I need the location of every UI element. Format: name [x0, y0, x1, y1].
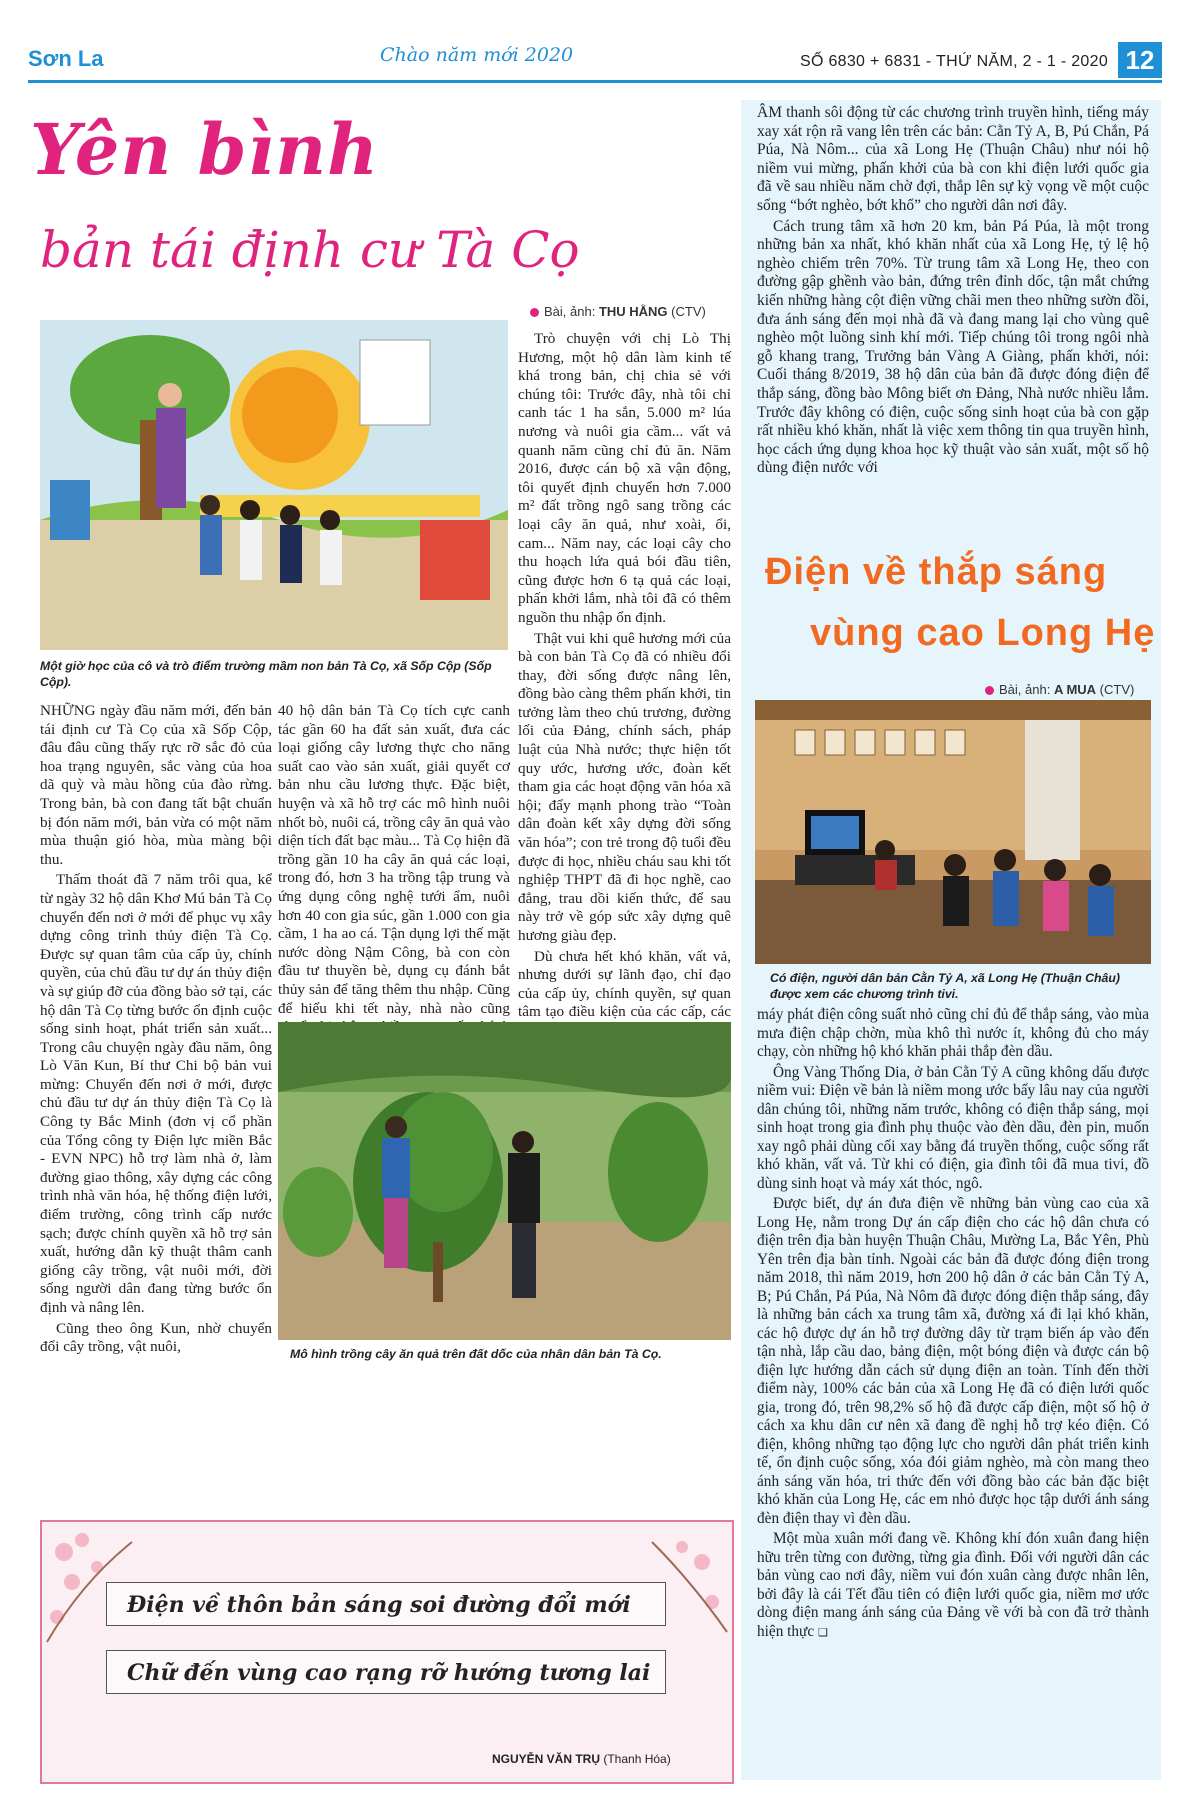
classroom-photo-caption: Một giờ học của cô và trò điểm trường mầm non bản Tà Cọ, xã Sốp Cộp (Sốp Cộp).: [40, 659, 492, 689]
poem-line-2: Chữ đến vùng cao rạng rỡ hướng tương lai: [106, 1650, 666, 1694]
article2-paragraph: Một mùa xuân mới đang về. Không khí đón xuân đang hiện hữu trên từng con đường, từng gia đình. Đối với người dân các bản vùng cao nơi đây, niềm vui đón xuân càng được nhân lên, bởi đây là cái Tết đầu tiên có điện lưới quốc gia, niềm mơ ước dòng điện mang ánh sáng của Đảng về với bà con đã trở thành hiện thực ❑: [757, 1530, 1149, 1640]
page-number: 12: [1118, 42, 1162, 78]
article1-paragraph: Cũng theo ông Kun, nhờ chuyển đổi cây trồng, vật nuôi,: [40, 1319, 272, 1356]
orchard-photo: [278, 1022, 731, 1340]
tv-photo-caption: Có điện, người dân bản Cằn Tỷ A, xã Long Hẹ (Thuận Châu) được xem các chương trình tivi.: [770, 971, 1120, 1001]
article2-paragraph: Cách trung tâm xã hơn 20 km, bản Pá Púa, là một trong những bản xa nhất, khó khăn nhất của xã Long Hẹ, tỷ lệ hộ nghèo chiếm trên 70%. Từ trung tâm xã Long Hẹ, theo con đường gập ghềnh vào bản, đứng trên đỉnh dốc, tận mắt chứng kiến những hàng cột điện vững chãi men theo những sườn đồi, đưa ánh sáng đến mọi nhà đã và đang mang lại cho vùng quê nghèo một luồng sinh khí mới. Tiếp chúng tôi trong ngôi nhà gỗ khang trang, Trưởng bản Vàng A Giàng, phấn khởi, nói: Cuối tháng 8/2019, 38 hộ dân của bản đã được đóng điện để thắp sáng, đồng bào Mông biết ơn Đảng, Nhà nước nhiều lắm. Trước đây không có điện, cuộc sống sinh hoạt của bà con gặp rất nhiều khó khăn, nhất là việc xem thông tin qua truyền hình, học cách ứng dụng khoa học kỹ thuật vào sản xuất, một số hộ dùng điện nước với: [757, 217, 1149, 477]
byline-dot-icon: [530, 308, 539, 317]
article1-paragraph: Thật vui khi quê hương mới của bà con bản Tà Cọ đã có nhiều đổi thay, đời sống được nâng lên, đồng bào càng thêm phấn khởi, tin tưởng làm theo chủ trương, đường lối của Đảng, chính sách, pháp luật của Nhà nước; thực hiện tốt quy ước, hương ước, đoàn kết tham gia các hoạt động văn hóa xã hội; đẩy mạnh phong trào “Toàn dân đoàn kết xây dựng đời sống văn hóa”; con trẻ trong độ tuổi đều được đi học, nhiều cháu sau khi tốt nghiệp THPT đã đi học nghề, cao đẳng, trau dồi kiến thức, để sau này trở về góp sức xây dựng quê hương giàu đẹp.: [518, 629, 731, 944]
article1-column-c: [518, 330, 731, 1020]
article1-column-b: [278, 702, 510, 1017]
article1-paragraph: Trò chuyện với chị Lò Thị Hương, một hộ dân làm kinh tế khá trong bản, chị chia sẻ với chúng tôi: Trước đây, nhà tôi chỉ canh tác 1 ha sắn, 5.000 m² lúa nương và nuôi gia cầm... vất vả quanh năm cũng chỉ đủ ăn. Năm 2016, được cán bộ xã vận động, tôi quyết định chuyển hơn 7.000 m² đất trồng ngô sang trồng các loại cây ăn quả, như xoài, ổi, cam... Năm nay, các loại cây cho thu hoạch lứa quả bói đầu tiên, cũng được hơn 6 tạ quả các loại, phấn khởi lắm, nhà tôi đã có thêm nguồn thu nhập ổn định.: [518, 330, 731, 626]
orchard-photo-caption: Mô hình trồng cây ăn quả trên đất dốc của nhân dân bản Tà Cọ.: [290, 1347, 662, 1361]
article2-title-line2: vùng cao Long Hẹ: [810, 612, 1156, 654]
article1-title-line2: bản tái định cư Tà Cọ: [40, 221, 580, 279]
article1-column-a: [40, 702, 272, 1354]
article1-paragraph: 40 hộ dân bản Tà Cọ tích cực canh tác gần 60 ha đất sản xuất, đưa các loại giống cây lương thực cho năng suất cao vào sản xuất, giải quyết cơ bản nhu cầu lương thực. Đặc biệt, huyện và xã hỗ trợ các mô hình nuôi nhốt bò, nuôi cá, trồng cây ăn quả vào diện tích đất bạc màu... Tà Cọ hiện đã trồng gần 10 ha cây ăn quả các loại, trong đó, hơn 3 ha trồng tập trung và ứng dụng công nghệ tưới ẩm, nuôi hơn 40 con gia súc, gần 1.000 con gia cầm, 1 ha ao cá. Tận dụng lợi thế mặt nước dòng Nậm Công, bà con còn đầu tư thuyền bè, dụng cụ đánh bắt thủy sản để tăng thêm thu nhập. Cũng để hiếu khi tết này, nhà nào cũng: [278, 702, 510, 1017]
article2-paragraph: máy phát điện công suất nhỏ cũng chỉ đủ để thắp sáng, vào mùa mưa điện chập chờn, mùa khô thì nước ít, không đủ cho máy chạy, còn những hộ khó khăn phải thắp đèn dầu.: [757, 1006, 1149, 1060]
classroom-photo: [40, 320, 508, 650]
article2-paragraph: Được biết, dự án đưa điện về những bản vùng cao của xã Long Hẹ, nằm trong Dự án cấp điện cho các hộ dân chưa có điện trên địa bàn huyện Thuận Châu, Mường La, Bắc Yên, Phù Yên trên địa bàn tỉnh. Ngoài các bản đã được đóng điện trong năm 2018, thì năm 2019, hơn 200 hộ dân ở các bản Cằn Tỷ A, B; Pú Chắn, Pá Púa, Nà Nôm đã được đóng điện thắp sáng, đây là những bản cách xa trung tâm xã, đường xá đi lại khó khăn, các hộ được dự án hỗ trợ đường dây từ trạm biến áp vào đến tận nhà, lắp cầu dao, bảng điện, một bóng điện và được cán bộ điện lực hướng dẫn cách sử dụng điện an toàn. Tính đến thời điểm này, 100% các bản của xã Long Hẹ đã có điện lưới quốc gia, trong đó, trên 98,2% số hộ đã được cấp điện, một số hộ ở cách xa khu dân cư nên xã đang đề nghị hỗ trợ kéo điện. Có điện, không những tạo động lực cho người dân phát triển kinh tế, ổn định cuộc sống, xóa đói giảm nghèo, mà còn mang theo ánh sáng văn hóa, tri thức đến với đồng bào các bản đặc biệt khó khăn của Long Hẹ, các em nhỏ được học tập dưới ánh sáng đèn điện thay vì đèn dầu.: [757, 1195, 1149, 1527]
byline-dot-icon: [985, 686, 994, 695]
article2-paragraph: Ông Vàng Thống Dia, ở bản Cằn Tỷ A cũng không dấu được niềm vui: Điện về bản là niềm mong ước bấy lâu nay của người dân chúng tôi, những năm trước, không có điện thắp sáng, mọi sinh hoạt trong gia đình phụ thuộc vào đèn dầu, đèn pin, muốn xay ngô phải dùng cối xay bằng đá truyền thống, cuộc sống rất khó khăn, vất vả. Từ khi có điện, gia đình tôi đã mua tivi, đồ dùng sinh hoạt và máy xát thóc, ngô.: [757, 1063, 1149, 1192]
article2-body: [757, 1006, 1149, 1776]
article1-author: THU HẰNG: [598, 304, 668, 319]
article2-intro: [757, 104, 1149, 532]
issue-info: SỐ 6830 + 6831 - THỨ NĂM, 2 - 1 - 2020: [800, 53, 1109, 70]
article2-author: A MUA: [1053, 682, 1097, 697]
section-name: Sơn La: [28, 46, 104, 71]
article2-title-line1: Điện về thắp sáng: [765, 551, 1108, 593]
article2-paragraph: ÂM thanh sôi động từ các chương trình truyền hình, tiếng máy xay xát rộn rã vang lên trên các bản: Cằn Tỷ A, B, Pú Chắn, Pá Púa, Nà Nôm... của xã Long Hẹ (Thuận Châu) như nói hộ niềm vui mừng, phấn khởi của bà con khi điện lưới quốc gia đã về sau nhiều năm chờ đợi, thắp lên sự kỳ vọng về một cuộc sống “bớt nghèo, bớt khổ” cho người dân nơi đây.: [757, 104, 1149, 214]
article1-paragraph: Dù chưa hết khó khăn, vất vả, nhưng dưới sự lãnh đạo, chỉ đạo của cấp ủy, chính quyền, sự quan tâm tạo điều kiện của các cấp, các: [518, 948, 731, 1098]
tv-watching-photo: [755, 700, 1151, 964]
end-mark-icon: ❑: [817, 1626, 828, 1639]
greeting-banner: Chào năm mới 2020: [380, 44, 574, 66]
article1-paragraph: Thấm thoát đã 7 năm trôi qua, kể từ ngày 32 hộ dân Khơ Mú bản Tà Cọ chuyển đến nơi ở mới để phục vụ xây dựng công trình thủy điện Tà Cọ. Được sự quan tâm của cấp ủy, chính quyền, của chủ đầu tư dự án thủy điện và sự giúp đỡ của đồng bào sở tại, các hộ dân Tà Cọ từng bước ổn định cuộc sống sinh hoạt, phát triển sản xuất... Trong câu chuyện ngày đầu năm, ông Lò Văn Kun, Bí thư Chi bộ bản vui mừng: Chuyển đến nơi ở mới, được chủ đầu tư dự án thủy điện Tà Cọ là Công ty Bắc Minh (đơn vị cổ phần của Tổng công ty Điện lực miền Bắc - EVN NPC) hỗ trợ làm nhà ở, làm đường giao thông, xây dựng các công trình nhà văn hóa, hệ thống điện lưới, điểm trường, công trình cấp nước sạch; được chính quyền xã hỗ trợ sản xuất, hướng dẫn kỹ thuật thâm canh giống cây trồng, vật nuôi mới, đời sống người dân đang từng bước ổn định và nâng lên.: [40, 871, 272, 1316]
header-rule: [28, 80, 1162, 83]
article1-paragraph: NHỮNG ngày đầu năm mới, đến bản tái định cư Tà Cọ của xã Sốp Cộp, đâu đâu cũng thấy rực rỡ sắc đỏ của hoa trạng nguyên, sắc vàng của hoa dã quỳ và màu hồng của đào rừng. Trong bản, bà con đang tất bật chuẩn bị đón năm mới, bản vừa có một năm mùa thuận gió hòa, mùa màng bội thu.: [40, 702, 272, 868]
article1-title-line1: Yên bình: [30, 108, 380, 191]
poem-line-1: Điện về thôn bản sáng soi đường đổi mới: [106, 1582, 666, 1626]
article2-byline: Bài, ảnh: A MUA (CTV): [985, 682, 1134, 697]
article1-byline: Bài, ảnh: THU HẰNG (CTV): [530, 304, 706, 319]
poem-author: NGUYỄN VĂN TRỤ (Thanh Hóa): [492, 1752, 671, 1766]
